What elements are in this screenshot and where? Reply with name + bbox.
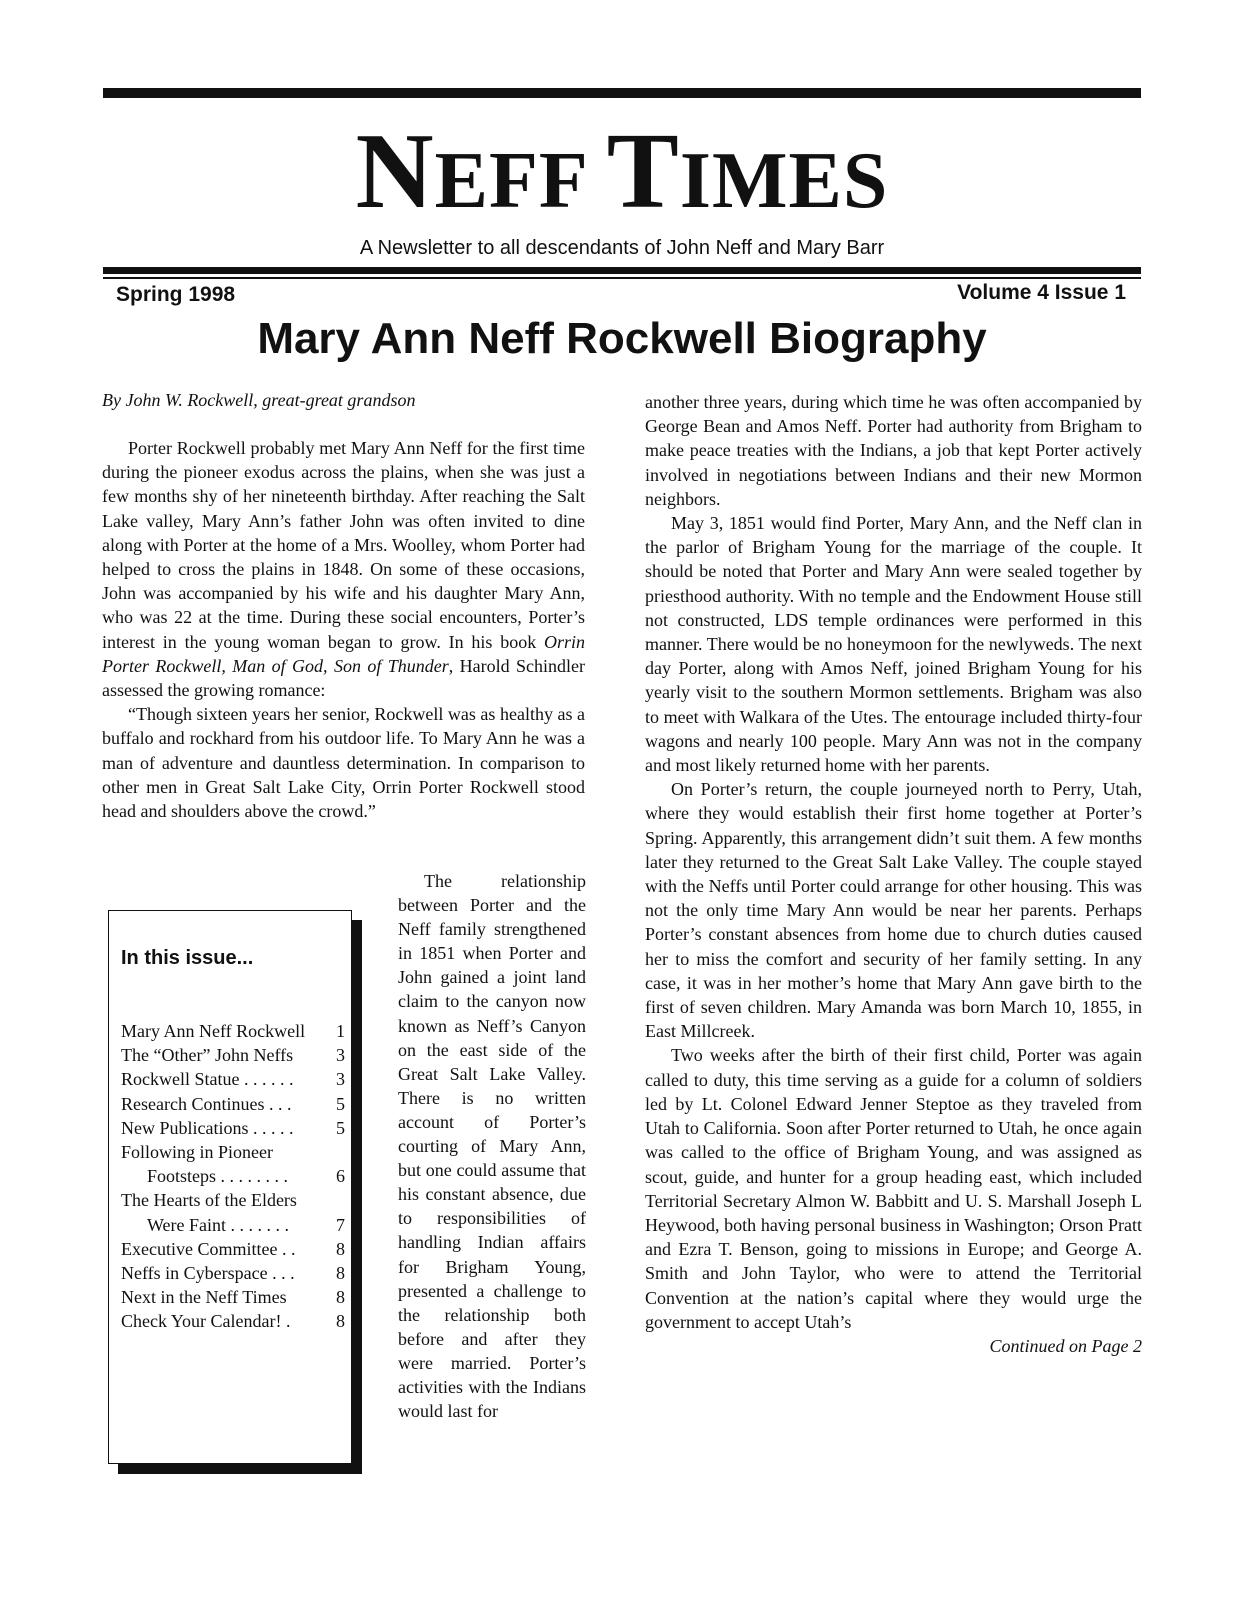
toc-item: Following in Pioneer Footsteps . . . . . . . . 6 (121, 1142, 345, 1187)
article-paragraph: On Porter’s return, the couple journeyed north to Perry, Utah, where they would establish their first home together at Porter’s Spring. Apparently, this arrangement didn’t suit them. A few months later they returned to the Great Salt Lake Valley. The couple stayed with the Neffs until Porter could arrange for other housing. This was not the only time Mary Ann would be near her parents. Perhaps Porter’s constant absences from home due to church duties caused her to miss the comfort and security of her family setting. In any case, it was in her mother’s home that Mary Ann gave birth to the first of seven children. Mary Amanda was born March 10, 1855, in East Millcreek. (645, 779, 1142, 1042)
article-byline: By John W. Rockwell, great-great grandson (102, 390, 416, 410)
article-column-left (102, 436, 585, 823)
toc-item: Mary Ann Neff Rockwell 1 (121, 1021, 345, 1041)
in-this-issue-title: In this issue... (121, 947, 254, 969)
article-headline: Mary Ann Neff Rockwell Biography (257, 314, 987, 363)
masthead-bottom-rule (103, 267, 1141, 274)
article-paragraph: The relationship between Porter and the Neff family strengthened in 1851 when Porter and John gained a joint land claim to the canyon now known as Neff’s Canyon on the east side of the Great Salt Lake Valley. There is no written account of Porter’s courting of Mary Ann, but one could assume that his constant absence, due to responsibilities of handling Indian affairs for Brigham Young, presented a challenge to the relationship both before and after they were married. Porter’s activities with the Indians would last for (398, 871, 586, 1422)
book-title: Orrin Porter Rockwell, Man of God, Son of Thunder (102, 631, 586, 676)
issue-volume: Volume 4 Issue 1 (957, 281, 1126, 304)
toc-item: Research Continues . . . 5 (121, 1093, 345, 1114)
toc-item: New Publications . . . . . 5 (121, 1117, 345, 1138)
toc-item: Next in the Neff Times 8 (121, 1287, 345, 1308)
masthead-top-rule (103, 88, 1141, 98)
article-paragraph: another three years, during which time he was often accompanied by George Bean and Amos Neff. Porter had authority from Brigham to make peace treaties with the Indians, a job that kept Porter actively involved in negotiations between Indians and their new Mormon neighbors. (645, 392, 1142, 509)
article-column-right (645, 390, 1142, 1358)
toc-item: Neffs in Cyberspace . . . 8 (121, 1263, 345, 1284)
article-paragraph: Porter Rockwell probably met Mary Ann Neff for the first time during the pioneer exodus across the plains, when she was just a few months shy of her nineteenth birthday. After reaching the Salt Lake valley, Mary Ann’s father John was often invited to dine along with Porter at the home of a Mrs. Woolley, whom Porter had helped to cross the plains in 1848. On some of these occasions, John was accompanied by his wife and his daughter Mary Ann, who was 22 at the time. During these social encounters, Porter’s interest in the young woman began to grow. In his book Orrin Porter Rockwell, Man of God, Son of Thunder, Harold Schindler assessed the growing romance: (102, 438, 586, 701)
article-column-middle (398, 869, 586, 1423)
masthead-tagline: A Newsletter to all descendants of John Neff and Mary Barr (359, 237, 885, 259)
article-paragraph: Two weeks after the birth of their first child, Porter was again called to duty, this time serving as a guide for a column of soldiers led by Lt. Colonel Edward Jenner Steptoe as they traveled from Utah to California. Soon after Porter returned to Utah, he once again was called to the office of Brigham Young, and was assigned as scout, guide, and hunter for a group heading east, which included Territorial Secretary Almon W. Babbitt and U. S. Marshall Joseph L Heywood, both having personal business in Washington; Orson Pratt and Ezra T. Benson, going to missions in Europe; and George A. Smith and John Taylor, who were to attend the Territorial Convention at the nation’s capital where they would urge the government to accept Utah’s (645, 1045, 1142, 1332)
masthead-thin-rule (103, 277, 1141, 279)
masthead-title: NEFF TIMES (355, 112, 889, 231)
toc-item: Rockwell Statue . . . . . . 3 (121, 1069, 345, 1090)
article-quote: “Though sixteen years her senior, Rockwell was as healthy as a buffalo and rockhard from his outdoor life. To Mary Ann he was a man of adventure and dauntless determination. In comparison to other men in Great Salt Lake City, Orrin Porter Rockwell stood head and shoulders above the crowd.” (102, 704, 585, 822)
toc-item: The Hearts of the Elders Were Faint . . . . . . . 7 (121, 1190, 345, 1235)
toc-item: The “Other” John Neffs 3 (121, 1045, 345, 1066)
toc-list (121, 1019, 345, 1334)
toc-item: Check Your Calendar! . 8 (121, 1311, 345, 1332)
continued-note: Continued on Page 2 (989, 1335, 1142, 1356)
article-paragraph: May 3, 1851 would find Porter, Mary Ann, and the Neff clan in the parlor of Brigham Young for the marriage of the couple. It should be noted that Porter and Mary Ann were sealed together by priesthood authority. With no temple and the Endowment House still not constructed, LDS temple ordinances were performed in this manner. There would be no honeymoon for the newlyweds. The next day Porter, along with Amos Neff, joined Brigham Young for his yearly visit to the southern Mormon settlements. Brigham was also to meet with Walkara of the Utes. The entourage included thirty-four wagons and nearly 100 people. Mary Ann was not in the company and most likely returned home with her parents. (645, 513, 1142, 776)
issue-date: Spring 1998 (116, 283, 236, 306)
in-this-issue-box (108, 910, 352, 1464)
toc-item: Executive Committee . . 8 (121, 1238, 345, 1259)
